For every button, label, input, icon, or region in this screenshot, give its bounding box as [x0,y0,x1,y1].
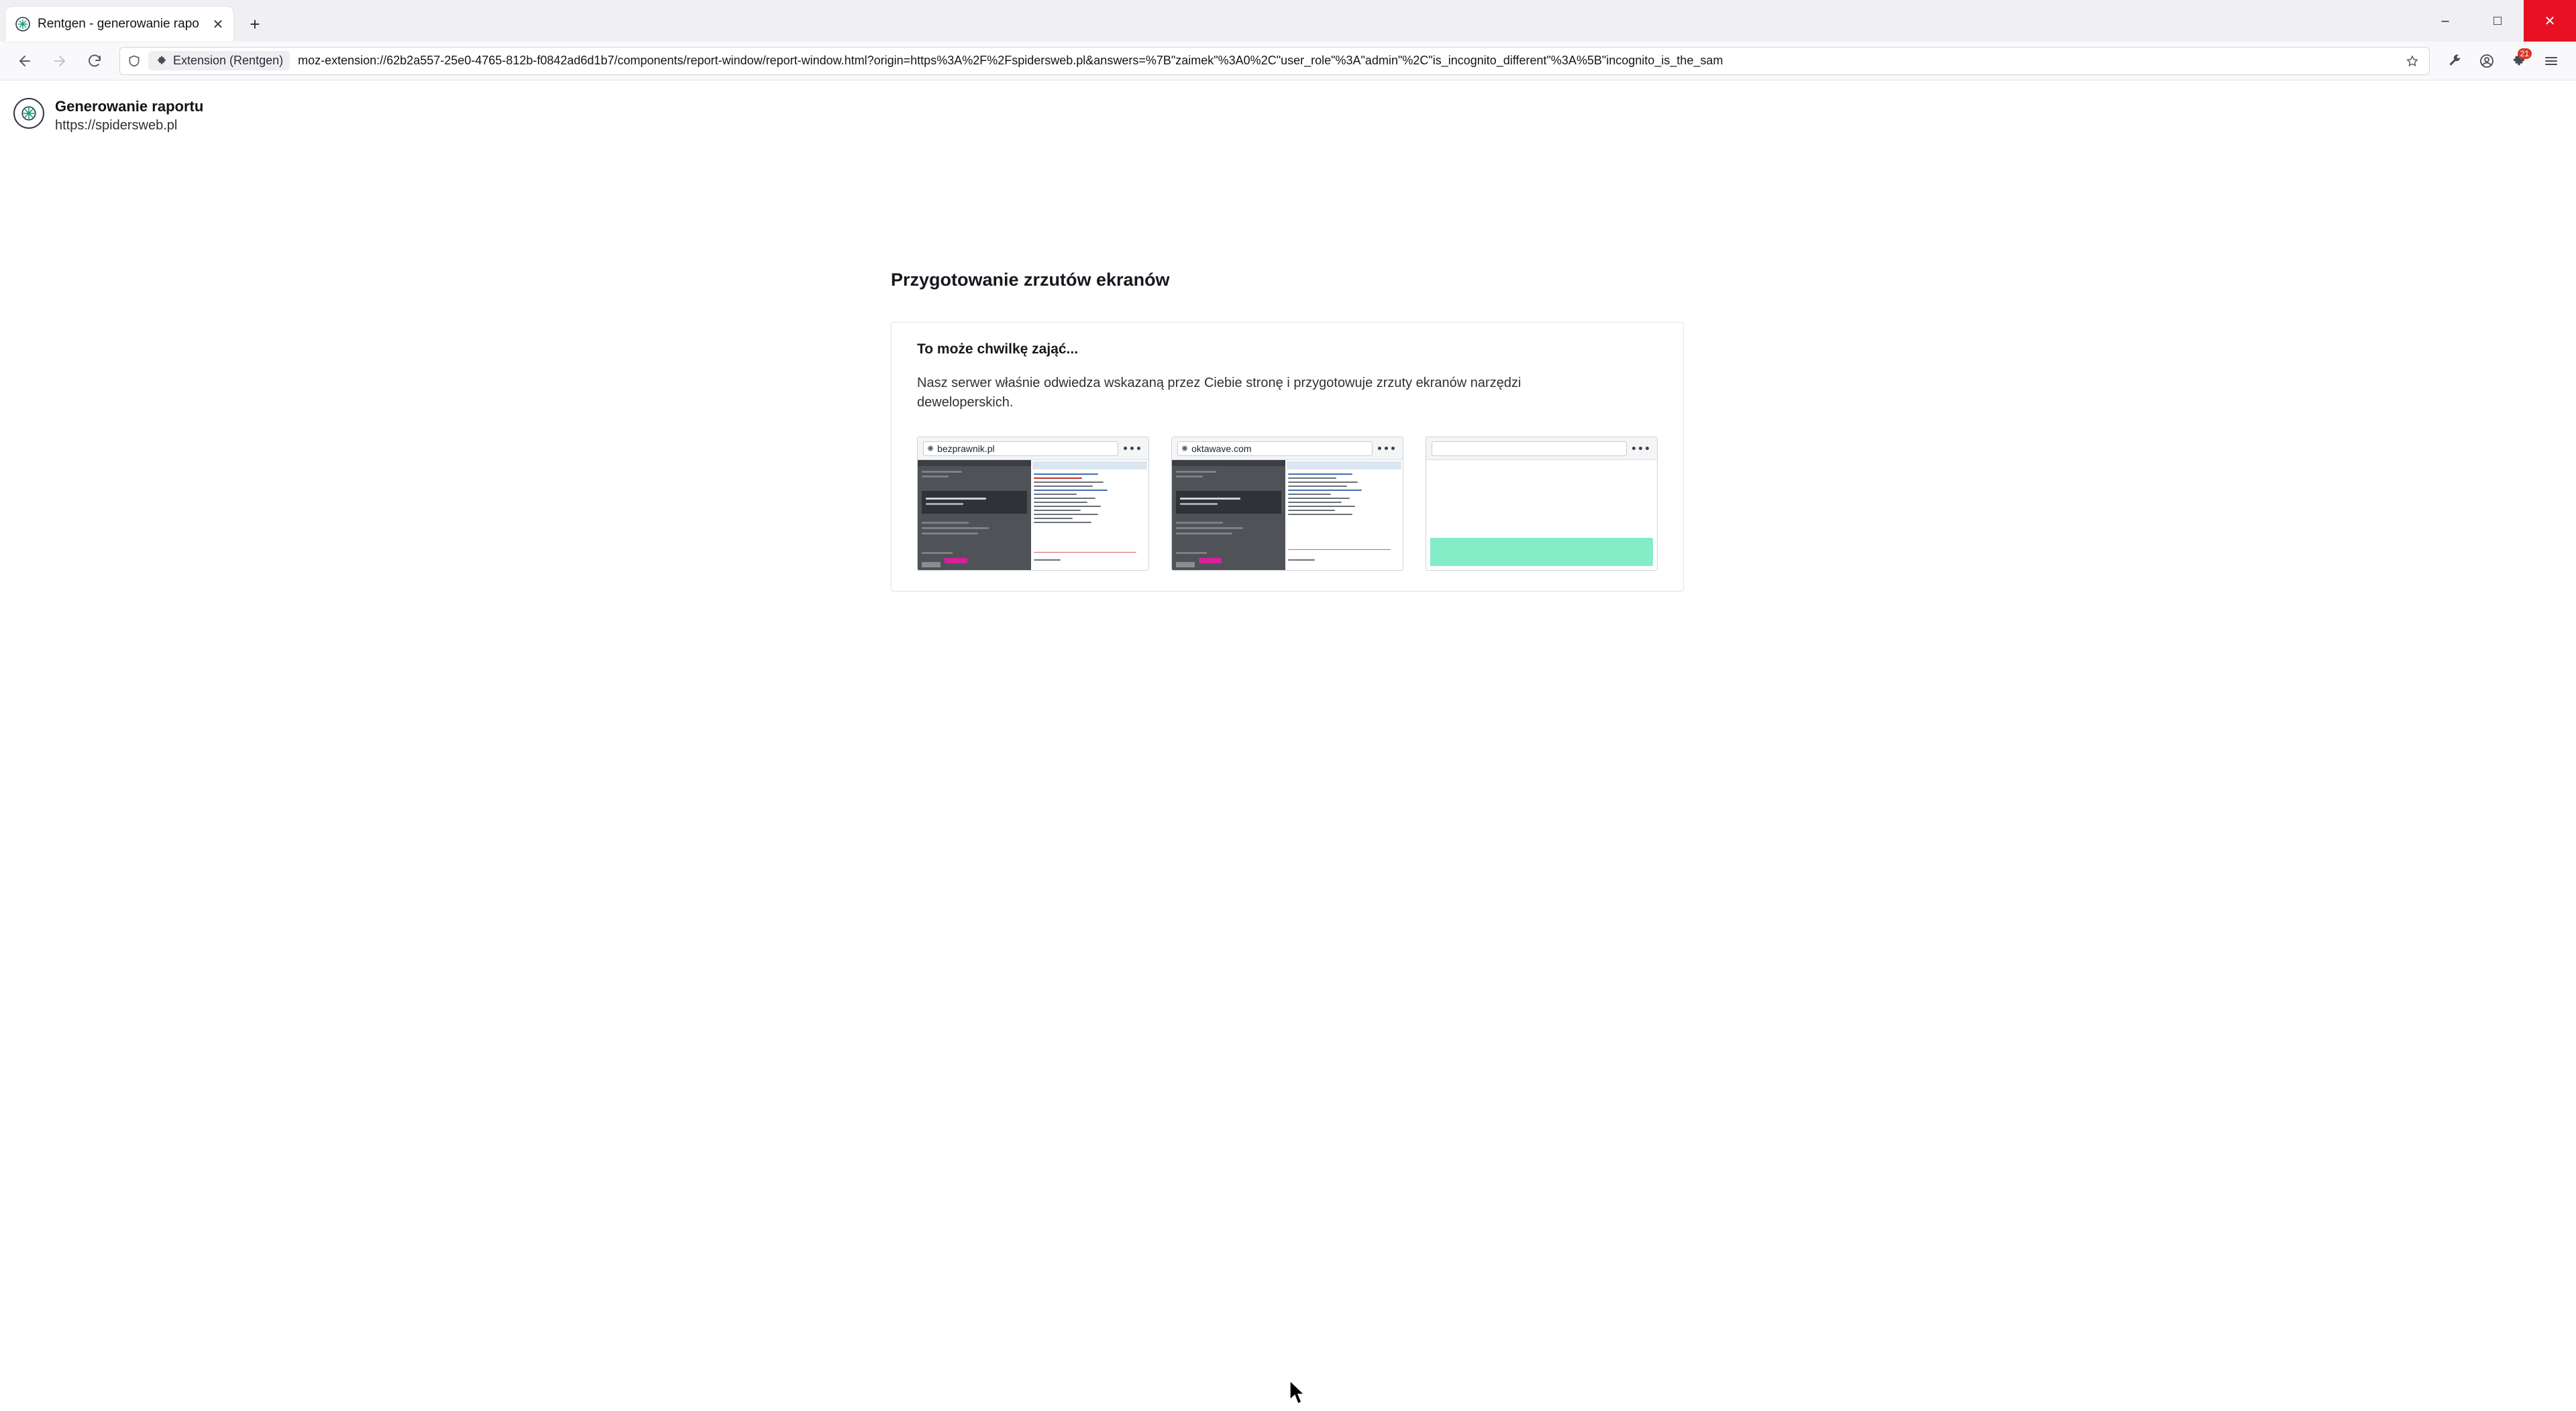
forward-button[interactable] [44,46,75,76]
thumbnail-toolbar [918,437,1148,460]
card-paragraph: Nasz serwer właśnie odwiedza wskazaną przez Ciebie stronę i przygotowuje zrzuty ekranów narzędzi deweloperskich. [917,376,1521,410]
back-button[interactable] [9,46,40,76]
thumbnail-card[interactable] [917,437,1149,571]
thumbnail-card-loading[interactable] [1426,437,1658,571]
account-circle-icon[interactable] [2471,46,2502,76]
globe-icon: ✺ [927,443,934,453]
thumbnail-url-field [923,441,1118,456]
kebab-dots-icon[interactable] [1378,447,1397,450]
extension-chip-label: Extension (Rentgen) [173,54,284,67]
thumbnail-preview [1172,460,1403,570]
loading-progress-bar [1430,538,1653,566]
status-card [891,322,1684,591]
report-header [0,80,2576,133]
card-heading: To może chwilkę zająć... [917,341,1079,357]
thumbnail-toolbar [1172,437,1403,460]
thumbnail-url-text: oktawave.com [1191,443,1252,454]
thumbnail-url-field [1432,441,1627,456]
shield-icon[interactable] [125,52,143,70]
toolbar-icons [2439,46,2567,76]
url-text[interactable]: moz-extension://62b2a557-25e0-4765-812b-f0842ad6d1b7/components/report-window/report-window.html?origin=https%3A%2F%2Fspidersweb.pl&answers=%7B"zaimek"%3A0%2C"user_role"%3A"admin"%2C"is_incognito_different"%3A%5B"incognito_is_the_sam [298,54,1723,67]
minimize-button[interactable]: – [2441,13,2449,28]
thumbnail-url-text: bezprawnik.pl [937,443,995,454]
thumbnail-preview [918,460,1148,570]
tab-close-icon[interactable]: ✕ [212,17,224,32]
maximize-button[interactable]: □ [2493,13,2502,28]
thumbnail-url-field [1177,441,1373,456]
extensions-icon[interactable] [2504,46,2534,76]
new-tab-button[interactable]: + [250,13,260,34]
page-title: Przygotowanie zrzutów ekranów [891,270,1170,290]
rentgen-favicon-icon [15,16,31,32]
tab-title: Rentgen - generowanie rapo [38,17,199,31]
reload-button[interactable] [79,46,110,76]
thumbnail-list [917,437,1658,571]
window-controls [2419,0,2576,42]
extension-origin-chip[interactable] [148,51,290,70]
kebab-dots-icon[interactable] [1124,447,1143,450]
thumbnail-preview-empty [1426,460,1657,570]
rentgen-logo-icon [13,98,44,129]
star-icon[interactable] [2401,50,2424,72]
thumbnail-toolbar [1426,437,1657,460]
hamburger-menu-icon[interactable] [2536,46,2567,76]
wrench-icon[interactable] [2439,46,2470,76]
globe-icon: ✺ [1181,443,1189,453]
page-content [0,80,2576,1411]
url-bar[interactable] [119,47,2430,75]
tab-rentgen[interactable] [5,7,233,42]
extensions-badge: 21 [2518,48,2532,59]
thumbnail-card[interactable] [1171,437,1403,571]
window-close-button[interactable]: ✕ [2524,0,2576,42]
puzzle-icon [155,54,168,68]
report-origin-url: https://spidersweb.pl [55,118,178,133]
navigation-toolbar [0,42,2576,80]
tab-strip [0,0,2576,42]
kebab-dots-icon[interactable] [1632,447,1652,450]
report-title: Generowanie raportu [55,98,204,115]
